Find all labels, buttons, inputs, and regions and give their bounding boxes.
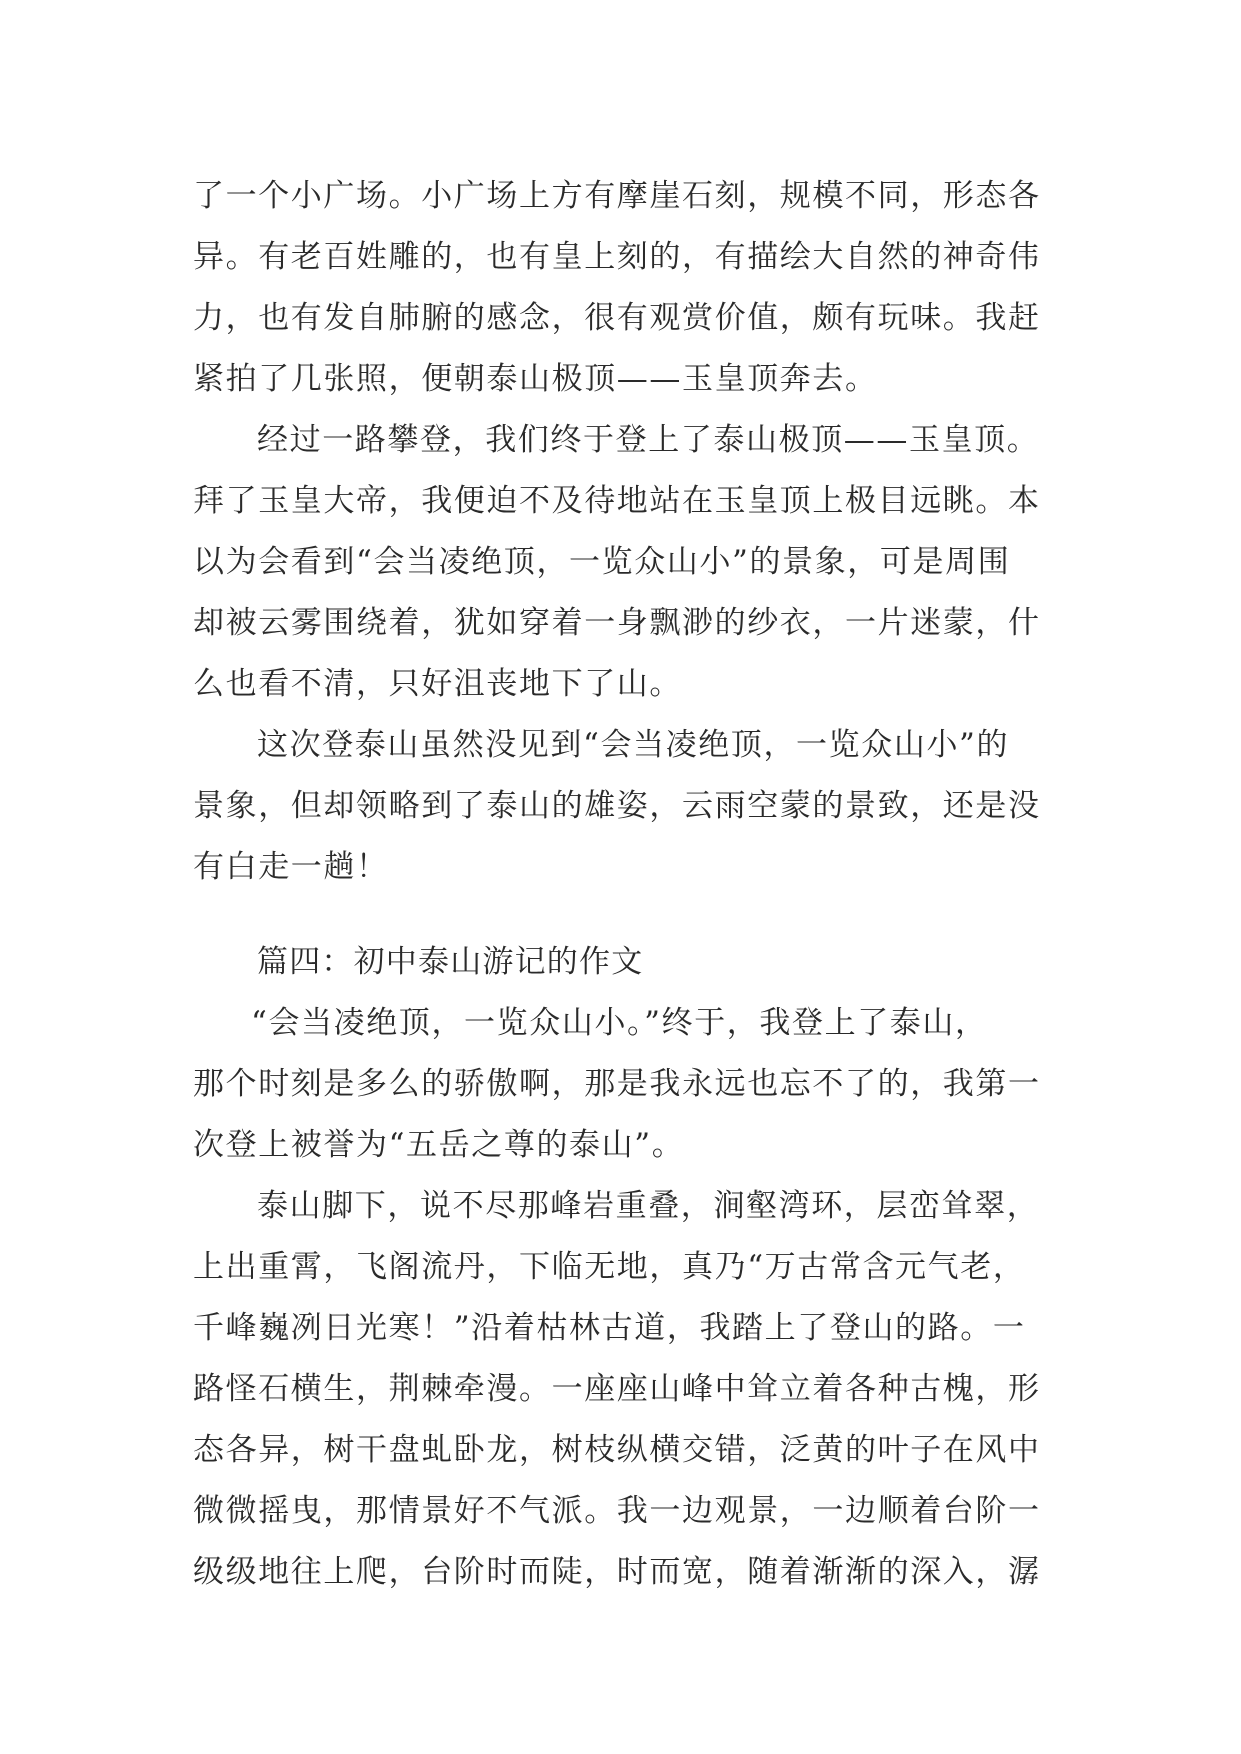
- text-line: 么也看不清，只好沮丧地下了山。: [193, 666, 682, 702]
- text-line: 态各异，树干盘虬卧龙，树枝纵横交错，泛黄的叶子在风中: [193, 1432, 1041, 1468]
- text-line: 这次登泰山虽然没见到“会当凌绝顶，一览众山小”的: [257, 727, 1010, 763]
- text-line: 紧拍了几张照，便朝泰山极顶——玉皇顶奔去。: [193, 361, 878, 397]
- text-line: 却被云雾围绕着，犹如穿着一身飘渺的纱衣，一片迷蒙，什: [193, 605, 1041, 641]
- text-line: 有白走一趟！: [193, 849, 389, 885]
- text-line: 次登上被誉为“五岳之尊的泰山”。: [193, 1127, 685, 1163]
- section-two-heading-block: [193, 932, 1053, 993]
- section-one-paragraph-2: [193, 410, 1053, 715]
- text-line: 千峰巍冽日光寒！”沿着枯林古道，我踏上了登山的路。一: [193, 1310, 1026, 1346]
- text-line: 上出重霄，飞阁流丹，下临无地，真乃“万古常含元气老，: [193, 1249, 1026, 1285]
- section-two-paragraph-1: [193, 993, 1053, 1176]
- text-line: 微微摇曳，那情景好不气派。我一边观景，一边顺着台阶一: [193, 1493, 1041, 1529]
- text-line: 拜了玉皇大帝，我便迫不及待地站在玉皇顶上极目远眺。本: [193, 483, 1041, 519]
- text-line: 经过一路攀登，我们终于登上了泰山极顶——玉皇顶。: [257, 422, 1040, 458]
- section-heading: 篇四：初中泰山游记的作文: [257, 944, 644, 980]
- section-one-paragraph-1: [193, 166, 1053, 410]
- section-two-paragraph-2: [193, 1176, 1053, 1603]
- text-line: 路怪石横生，荆棘牵漫。一座座山峰中耸立着各种古槐，形: [193, 1371, 1041, 1407]
- text-line: 那个时刻是多么的骄傲啊，那是我永远也忘不了的，我第一: [193, 1066, 1041, 1102]
- text-line: 异。有老百姓雕的，也有皇上刻的，有描绘大自然的神奇伟: [193, 239, 1041, 275]
- text-line: 泰山脚下，说不尽那峰岩重叠，涧壑湾环，层峦耸翠，: [257, 1188, 1040, 1224]
- text-line: 力，也有发自肺腑的感念，很有观赏价值，颇有玩味。我赶: [193, 300, 1041, 336]
- text-line: 景象，但却领略到了泰山的雄姿，云雨空蒙的景致，还是没: [193, 788, 1041, 824]
- text-line: “会当凌绝顶，一览众山小。”终于，我登上了泰山，: [251, 1005, 988, 1041]
- text-line: 以为会看到“会当凌绝顶，一览众山小”的景象，可是周围: [193, 544, 1011, 580]
- text-line: 级级地往上爬，台阶时而陡，时而宽，随着渐渐的深入，潺: [193, 1554, 1041, 1590]
- text-line: 了一个小广场。小广场上方有摩崖石刻，规模不同，形态各: [193, 178, 1041, 214]
- section-one-paragraph-3: [193, 715, 1053, 898]
